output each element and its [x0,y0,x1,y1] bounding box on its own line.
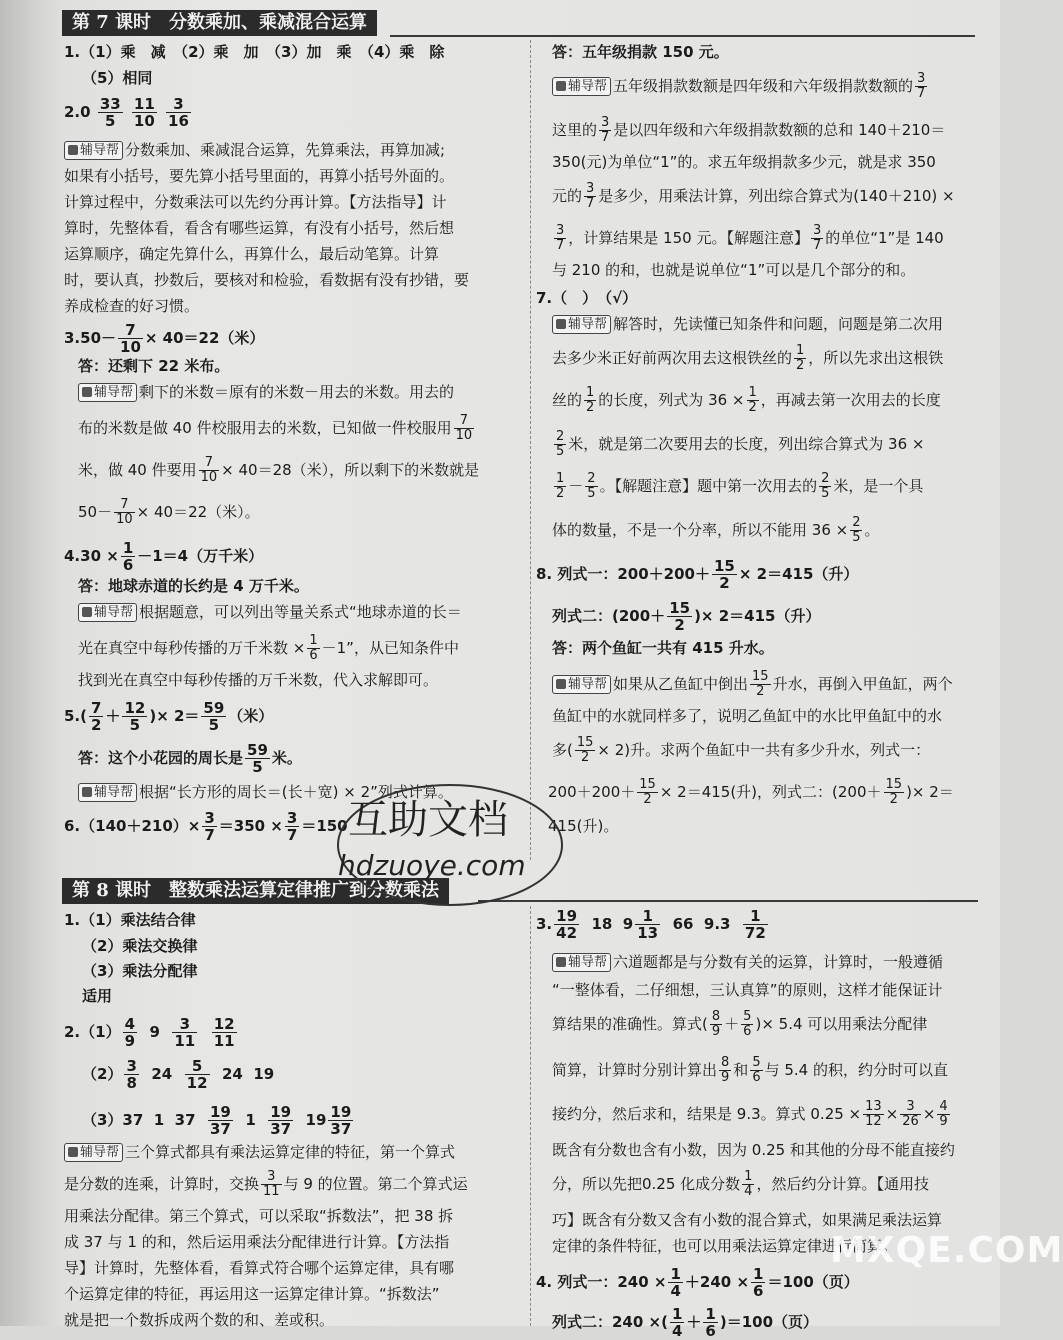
text-line: $\frac{3}{7}$ ，计算结果是 150 元。【解题注意】 $\frac{3}{7}$ 的单位“1”是 140 [556,223,944,253]
q2-explanation: 辅导帮 分数乘加、乘减混合运算，先算乘法，再算加减; [64,138,445,163]
q6-result: 答：五年级捐款 150 元。 [552,43,729,61]
q7-explanation: 辅导帮 解答时，先读懂已知条件和问题，问题是第二次用 [552,312,943,337]
column-divider [530,40,531,860]
text-line: 鱼缸中的水就同样多了，说明乙鱼缸中的水比甲鱼缸中的水 [552,707,943,725]
text-line: 如果有小括号，要先算小括号里面的，再算小括号外面的。 [64,167,455,185]
q1-answer: 1.（1）乘 减 （2）乘 加 （3）加 乘 （4）乘 除 [64,43,445,61]
book-icon [82,787,92,797]
l8-q4-formula1: 4. 列式一：240 × $\frac{1}{4}$ ＋240 × $\frac{1}{6}$ ＝100（页） [536,1265,859,1300]
text-line: 去多少米正好前两次用去这根铁丝的 $\frac{1}{2}$ ，所以先求出这根铁 [552,343,944,373]
text-line: 50－ $\frac{7}{10}$ × 40＝22（米）。 [78,497,260,527]
watermark-url: hdzuoye.com [338,849,526,882]
q3-result: 答：还剩下 22 米布。 [78,357,230,375]
fraction-11-10: $\frac{11}{10}$ [133,95,155,130]
text-line: 用乘法分配律。第三个算式，可以采取“拆数法”，把 38 拆 [64,1207,454,1225]
l8-q2-explanation: 辅导帮 三个算式都具有乘法运算定律的特征，第一个算式 [64,1140,455,1165]
text-line: 导】计算时，先整体看，看算式符合哪个运算定律，具有哪 [64,1259,455,1277]
text-line: 找到光在真空中每秒传播的万千米数，代入求解即可。 [78,671,439,689]
l8-q1-answer: 1.（1）乘法结合律 [64,911,196,929]
fraction-33-5: $\frac{33}{5}$ [99,95,121,130]
text-line: 既含有分数也含有小数，因为 0.25 和其他的分母不能直接约 [552,1141,955,1159]
q4-explanation: 辅导帮 根据题意，可以列出等量关系式“地球赤道的长＝ [78,600,462,625]
l8-q3-explanation: 辅导帮 六道题都是与分数有关的运算，计算时，一般遵循 [552,950,943,975]
text-line: 简算，计算时分别计算出 $\frac{8}{9}$ 和 $\frac{5}{6}$ 与 5.4 的积，约分时可以直 [552,1055,948,1085]
q5-answer: 5.( $\frac{7}{2}$ ＋ $\frac{12}{5}$ )× 2＝ $\frac{59}{5}$ （米） [64,699,274,734]
text-line: 200＋200＋ $\frac{15}{2}$ × 2＝415(升)，列式二：(200＋ $\frac{15}{2}$ )× 2＝ [548,777,954,807]
l8-q2-answer2: （2） $\frac{3}{8}$ 24 $\frac{5}{12}$ 24 19 [82,1057,275,1092]
text-line: 巧】既含有分数又含有小数的混合算式，如果满足乘法运算 [552,1211,943,1229]
q4-answer: 4.30 × $\frac{1}{6}$ －1＝4（万千米） [64,539,264,574]
lesson8-title: 第 8 课时 整数乘法运算定律推广到分数乘法 [62,878,449,904]
q2-prefix: 2.0 [64,103,91,121]
text-line: “一整体看，二仔细想，三认真算”的原则，这样才能保证计 [552,981,943,999]
book-icon [82,607,92,617]
text-line: 350(元)为单位“1”的。求五年级捐款多少元，就是求 350 [552,153,936,171]
q8-explanation: 辅导帮 如果从乙鱼缸中倒出 $\frac{15}{2}$ 升水，再倒入甲鱼缸，两个 [552,670,953,699]
fudaobang-badge: 辅导帮 [552,953,611,972]
lesson7-title: 第 7 课时 分数乘加、乘减混合运算 [62,10,377,36]
text-line: 算时，先整体看，看含有哪些运算，有没有小括号，然后想 [64,219,455,237]
fudaobang-badge: 辅导帮 [552,315,611,334]
l8-q4-formula2: 列式二：240 ×( $\frac{1}{4}$ ＋ $\frac{1}{6}$ )＝100（页） [552,1305,819,1340]
q3-answer: 3.50－ $\frac{7}{10}$ × 40＝22（米） [64,321,265,356]
fudaobang-badge: 辅导帮 [64,141,123,160]
text-line: 这里的 $\frac{3}{7}$ 是以四年级和六年级捐款数额的总和 140＋210＝ [552,115,946,145]
text-line: 415(升)。 [548,817,619,835]
text-line: 时，要认真，抄数后，要核对和检验，看数据有没有抄错，要 [64,271,470,289]
l8-q2-answer3: （3）37 1 37 $\frac{19}{37}$ 1 $\frac{19}{37}$ 19 $\frac{19}{37}$ [82,1103,352,1138]
text-line: 成 37 与 1 的和，然后运用乘法分配律进行计算。【方法指 [64,1233,450,1251]
lesson7-rule [390,35,975,37]
text-line: $\frac{1}{2}$ － $\frac{2}{5}$ 。【解题注意】题中第一次用去的 $\frac{2}{5}$ 米，是一个具 [556,471,924,501]
q5-result: 答：这个小花园的周长是 $\frac{59}{5}$ 米。 [78,741,302,776]
text-line: 运算顺序，确定先算什么，再算什么，最后动笔算。计算 [64,245,440,263]
fraction-7-10: $\frac{7}{10}$ [120,321,141,356]
text-line: 与 210 的和，也就是说单位“1”可以是几个部分的和。 [552,261,916,279]
text-line: 计算过程中，分数乘法可以先约分再计算。【方法指导】计 [64,193,447,211]
book-icon [68,145,78,155]
book-icon [556,81,566,91]
watermark-text: 互助文档 [348,797,508,843]
text-line: 光在真空中每秒传播的万千米数 × $\frac{1}{6}$ －1”，从已知条件中 [78,633,459,663]
book-icon [82,387,92,397]
q2-answer [64,96,193,129]
q7-answer: 7.（ ） （√） [536,289,638,307]
l8-q1-answer: （3）乘法分配律 [82,962,198,980]
l8-q3-answer: 3. $\frac{19}{42}$ 18 9 $\frac{1}{13}$ 66 9.3 $\frac{1}{72}$ [536,907,766,942]
text-line: 元的 $\frac{3}{7}$ 是多少，用乘法计算，列出综合算式为(140＋210) × [552,181,955,211]
l8-q2-answer1: 2.（1） $\frac{4}{9}$ 9 $\frac{3}{11}$ $\frac{12}{11}$ [64,1015,235,1050]
text-line: 体的数量，不是一个分率，所以不能用 36 × $\frac{2}{5}$ 。 [552,515,880,545]
text-line: 布的米数是做 40 件校服用去的米数，已知做一件校服用 $\frac{7}{10}$ [78,413,473,443]
text-line: 个运算定律的特征，再运用这一运算定律计算。“拆数法” [64,1285,440,1303]
fudaobang-badge: 辅导帮 [552,77,611,96]
book-icon [68,1147,78,1157]
fraction-1-6: $\frac{1}{6}$ [122,539,134,574]
text-line: 多( $\frac{15}{2}$ × 2)升。求两个鱼缸中一共有多少升水，列式一： [552,735,931,765]
fudaobang-badge: 辅导帮 [78,783,137,802]
text-line: 养成检查的好习惯。 [64,297,200,315]
text-line: 算结果的准确性。算式( $\frac{8}{9}$ ＋ $\frac{5}{6}$ )× 5.4 可以用乘法分配律 [552,1009,928,1039]
q6-answer: 6.（140＋210）× $\frac{3}{7}$ ＝350 × $\frac{3}{7}$ ＝150 [64,809,348,844]
fudaobang-badge: 辅导帮 [78,603,137,622]
q6-explanation: 辅导帮 五年级捐款数额是四年级和六年级捐款数额的 $\frac{3}{7}$ [552,72,929,101]
l8-q1-answer: 适用 [82,987,113,1005]
q8-formula1: 8. 列式一：200＋200＋ $\frac{15}{2}$ × 2＝415（升） [536,557,859,592]
q5-explanation: 辅导帮 根据“长方形的周长＝(长＋宽) × 2”列式计算。 [78,780,453,805]
site-watermark: MXQE.COM [830,1230,1063,1271]
q1-answer-5: （5）相同 [82,69,153,87]
q4-result: 答：地球赤道的长约是 4 万千米。 [78,577,309,595]
q8-formula2: 列式二：(200＋ $\frac{15}{2}$ )× 2＝415（升） [552,599,821,634]
text-line: 米，做 40 件要用 $\frac{7}{10}$ × 40＝28（米），所以剩下的米数就是 [78,455,480,485]
column-divider [530,906,531,1326]
text-line: $\frac{2}{5}$ 米，就是第二次要用去的长度，列出综合算式为 36 × [556,429,925,459]
text-line: 接约分，然后求和，结果是 9.3。算式 0.25 × $\frac{13}{12}$ × $\frac{3}{26}$ × $\frac{4}{9}$ [552,1099,948,1129]
book-icon [556,319,566,329]
watermark-stamp [330,765,570,915]
book-icon [556,679,566,689]
book-icon [556,957,566,967]
q3-explanation: 辅导帮 剩下的米数＝原有的米数－用去的米数。用去的 [78,380,454,405]
fudaobang-badge: 辅导帮 [64,1143,123,1162]
l8-q1-answer: （2）乘法交换律 [82,937,198,955]
text-line: 丝的 $\frac{1}{2}$ 的长度，列式为 36 × $\frac{1}{2}$ ，再减去第一次用去的长度 [552,385,941,415]
text-line: 是分数的连乘，计算时，交换 $\frac{3}{11}$ 与 9 的位置。第二个算式运 [64,1169,468,1199]
text-line: 分，所以先把0.25 化成分数 $\frac{1}{4}$ ，然后约分计算。【通用技 [552,1169,929,1199]
text-line: 定律的条件特征，也可以用乘法运算定律进行简算。 [552,1237,898,1255]
text-line: 就是把一个数拆成两个数的和、差或积。 [64,1311,335,1329]
fraction-3-16: $\frac{3}{16}$ [168,95,189,130]
fudaobang-badge: 辅导帮 [78,383,137,402]
fudaobang-badge: 辅导帮 [552,675,611,694]
q8-result: 答：两个鱼缸一共有 415 升水。 [552,639,774,657]
